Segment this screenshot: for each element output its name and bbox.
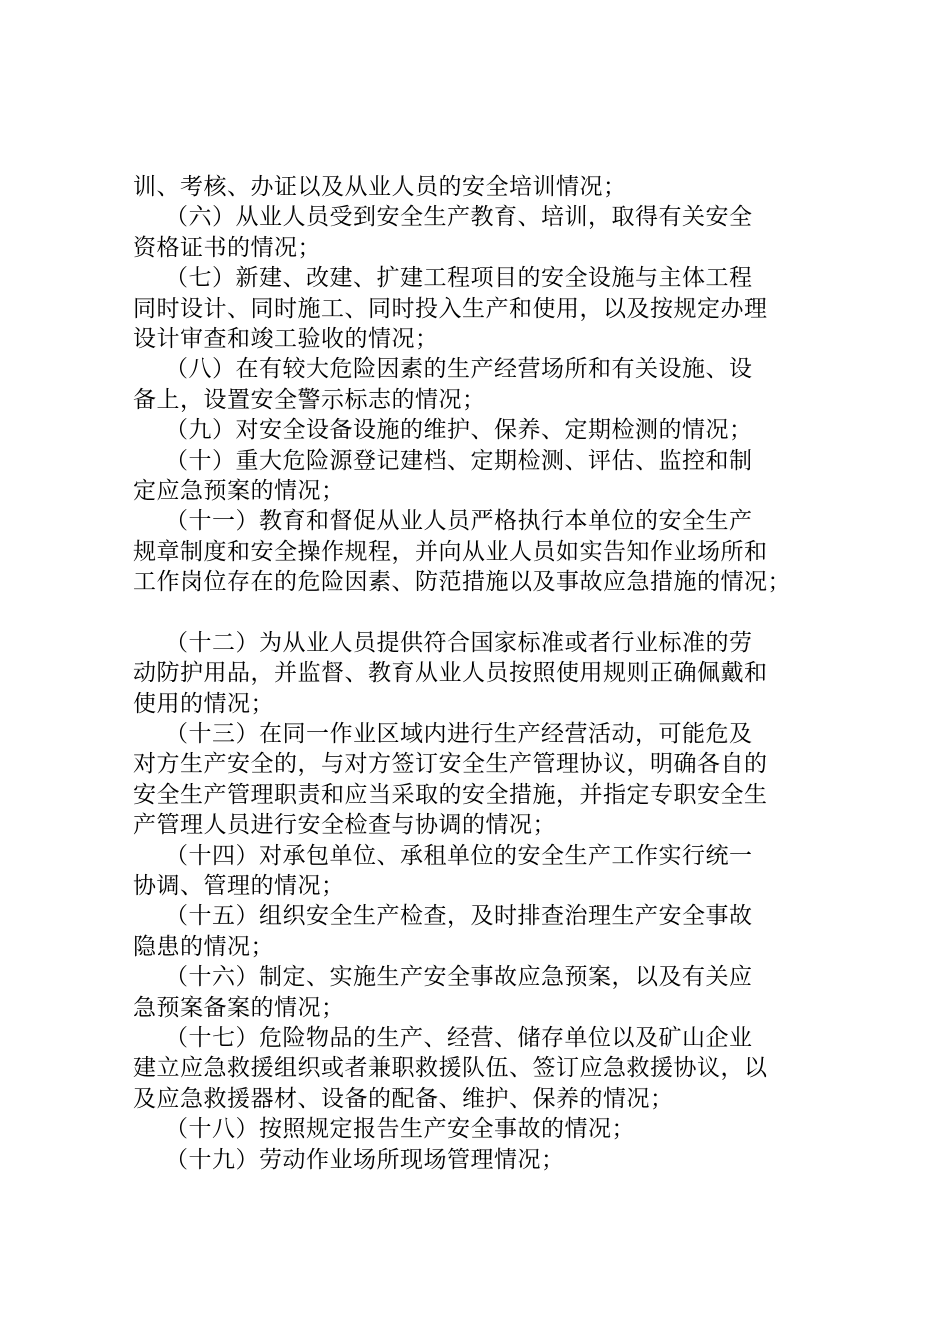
item-heading-13: （十三）在同一作业区域内进行生产经营活动，可能危及 <box>165 721 753 748</box>
paragraph-gap <box>133 597 853 627</box>
item-heading-9: （九）对安全设备设施的维护、保养、定期检测的情况； <box>165 417 753 444</box>
item-heading-14: （十四）对承包单位、承租单位的安全生产工作实行统一 <box>165 842 753 869</box>
text-line: 动防护用品，并监督、教育从业人员按照使用规则正确佩戴和 <box>133 660 768 687</box>
text-line: 使用的情况； <box>133 690 274 717</box>
text-line: 同时设计、同时施工、同时投入生产和使用，以及按规定办理 <box>133 295 768 322</box>
item-heading-10: （十）重大危险源登记建档、定期检测、评估、监控和制 <box>165 447 753 474</box>
text-line: 规章制度和安全操作规程，并向从业人员如实告知作业场所和 <box>133 538 768 565</box>
document-body <box>133 172 853 1175</box>
item-heading-12: （十二）为从业人员提供符合国家标准或者行业标准的劳 <box>165 629 753 656</box>
text-line: 急预案备案的情况； <box>133 994 345 1021</box>
text-line: 隐患的情况； <box>133 933 274 960</box>
item-heading-6: （六）从业人员受到安全生产教育、培训，取得有关安全 <box>165 204 753 231</box>
text-line: 工作岗位存在的危险因素、防范措施以及事故应急措施的情况； <box>133 569 791 596</box>
text-line: 训、考核、办证以及从业人员的安全培训情况； <box>133 174 627 200</box>
text-line: 对方生产安全的，与对方签订安全生产管理协议，明确各自的 <box>133 751 768 778</box>
text-line: 及应急救援器材、设备的配备、维护、保养的情况； <box>133 1085 674 1112</box>
text-line: 设计审查和竣工验收的情况； <box>133 325 439 352</box>
text-line: 资格证书的情况； <box>133 234 321 261</box>
text-line: 建立应急救援组织或者兼职救援队伍、签订应急救援协议，以 <box>133 1055 768 1082</box>
text-line: 产管理人员进行安全检查与协调的情况； <box>133 812 556 839</box>
item-heading-19: （十九）劳动作业场所现场管理情况； <box>165 1146 565 1173</box>
item-heading-11: （十一）教育和督促从业人员严格执行本单位的安全生产 <box>165 508 753 535</box>
item-heading-8: （八）在有较大危险因素的生产经营场所和有关设施、设 <box>165 356 753 383</box>
item-heading-17: （十七）危险物品的生产、经营、储存单位以及矿山企业 <box>165 1024 753 1051</box>
text-line: 备上，设置安全警示标志的情况； <box>133 386 486 413</box>
item-heading-16: （十六）制定、实施生产安全事故应急预案，以及有关应 <box>165 964 753 991</box>
item-heading-7: （七）新建、改建、扩建工程项目的安全设施与主体工程 <box>165 265 753 292</box>
item-heading-15: （十五）组织安全生产检查，及时排查治理生产安全事故 <box>165 903 753 930</box>
text-line: 定应急预案的情况； <box>133 477 345 504</box>
text-line: 协调、管理的情况； <box>133 872 345 899</box>
text-line: 安全生产管理职责和应当采取的安全措施，并指定专职安全生 <box>133 781 768 808</box>
item-heading-18: （十八）按照规定报告生产安全事故的情况； <box>165 1116 635 1143</box>
